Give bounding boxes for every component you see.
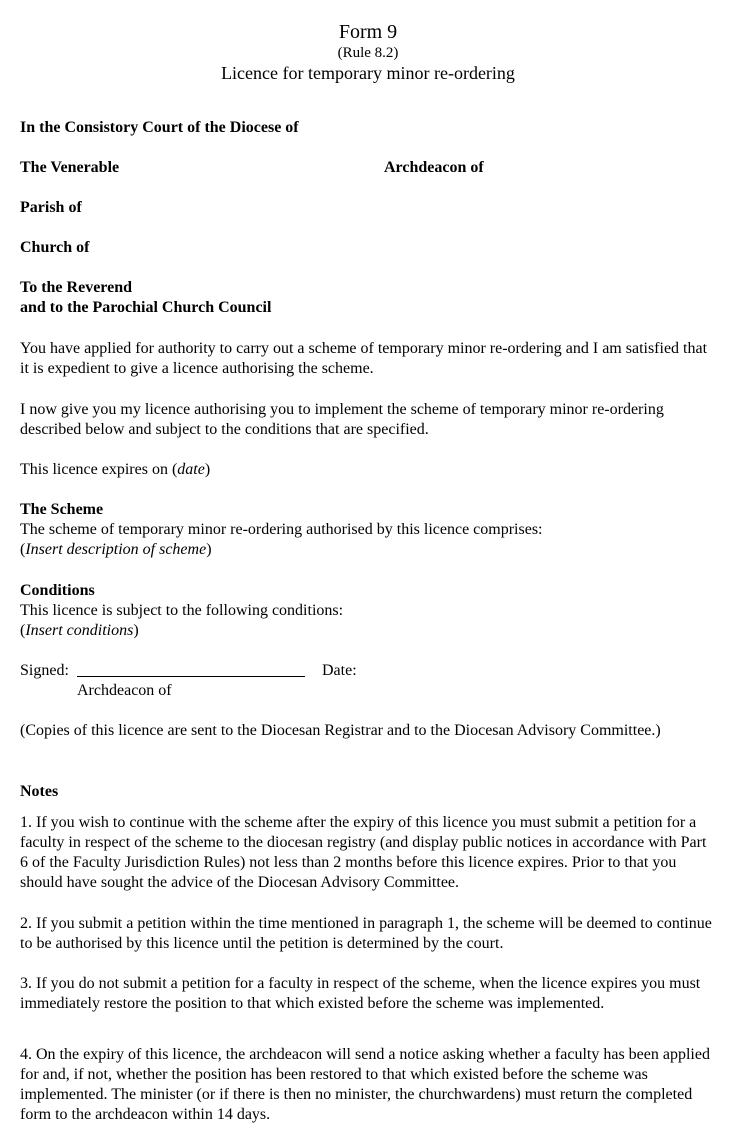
expiry-line: [20, 460, 716, 480]
application-paragraph: You have applied for authority to carry out a scheme of temporary minor re-ordering and I am satisfied that it is expedient to give a licence authorising the scheme.: [20, 340, 708, 377]
scheme-insert-open: (: [20, 541, 26, 558]
note-item-3: 3. If you do not submit a petition for a faculty in respect of the scheme, when the licence expires you must immediately restore the position to that which existed before the scheme was implemented.: [20, 975, 701, 1012]
form-page: [20, 20, 716, 1123]
scheme-insert-text: Insert description of scheme: [25, 541, 207, 558]
scheme-section: [20, 500, 716, 560]
copies-note: (Copies of this licence are sent to the Diocesan Registrar and to the Diocesan Advisory Committee.): [20, 722, 661, 739]
court-line: In the Consistory Court of the Diocese of: [20, 119, 299, 136]
church-line: Church of: [20, 239, 90, 256]
rule-reference: (Rule 8.2): [337, 45, 399, 61]
form-header: [20, 20, 716, 84]
expiry-prefix: This licence expires on (: [20, 461, 178, 478]
archdeacon-of-label: Archdeacon of: [384, 159, 484, 176]
scheme-heading: The Scheme: [20, 501, 104, 518]
note-item-1: 1. If you wish to continue with the scheme after the expiry of this licence you must submit a petition for a faculty in respect of the scheme to the diocesan registry (and display public notices in accordance with Part 6 of the Faculty Jurisdiction Rules) not less than 2 months before this licence expires. Prior to that you should have sought the advice of the Diocesan Advisory Committee.: [20, 814, 707, 891]
expiry-suffix: ): [204, 461, 211, 478]
signed-row: [20, 661, 716, 681]
note-item-4: 4. On the expiry of this licence, the archdeacon will send a notice asking whether a faculty has been applied for and, if not, whether the position has been restored to that which existed before the scheme was implemented. The minister (or if there is then no minister, the churchwardens) must return the completed form to the archdeacon within 14 days.: [20, 1046, 710, 1123]
conditions-insert-text: Insert conditions: [25, 622, 134, 639]
to-pcc-line: and to the Parochial Church Council: [20, 299, 272, 316]
conditions-insert: [20, 621, 716, 641]
conditions-text: This licence is subject to the following conditions:: [20, 602, 344, 619]
notes-heading: Notes: [20, 783, 59, 800]
signature-line[interactable]: [77, 661, 305, 677]
scheme-insert-close: ): [206, 541, 212, 558]
conditions-insert-open: (: [20, 622, 26, 639]
parish-line: Parish of: [20, 199, 82, 216]
expiry-date-placeholder: date: [177, 461, 205, 478]
conditions-insert-close: ): [133, 622, 139, 639]
form-title: Licence for temporary minor re-ordering: [221, 63, 515, 83]
licence-paragraph: I now give you my licence authorising you to implement the scheme of temporary minor re-ordering described below and subject to the conditions that are specified.: [20, 401, 664, 438]
signature-archdeacon-of: Archdeacon of: [77, 682, 172, 699]
conditions-section: [20, 581, 716, 641]
conditions-heading: Conditions: [20, 582, 95, 599]
venerable-row: [20, 158, 716, 178]
scheme-text: The scheme of temporary minor re-ordering authorised by this licence comprises:: [20, 521, 543, 538]
date-label: Date:: [322, 662, 357, 679]
addressee-block: [20, 278, 716, 318]
form-number: Form 9: [338, 21, 398, 43]
scheme-insert: [20, 540, 716, 560]
to-reverend-line: To the Reverend: [20, 279, 132, 296]
venerable-label: The Venerable: [20, 159, 120, 176]
signature-block: [20, 661, 716, 701]
note-item-2: 2. If you submit a petition within the time mentioned in paragraph 1, the scheme will be deemed to continue to be authorised by this licence until the petition is determined by the court.: [20, 915, 712, 952]
signed-label: Signed:: [20, 662, 69, 679]
